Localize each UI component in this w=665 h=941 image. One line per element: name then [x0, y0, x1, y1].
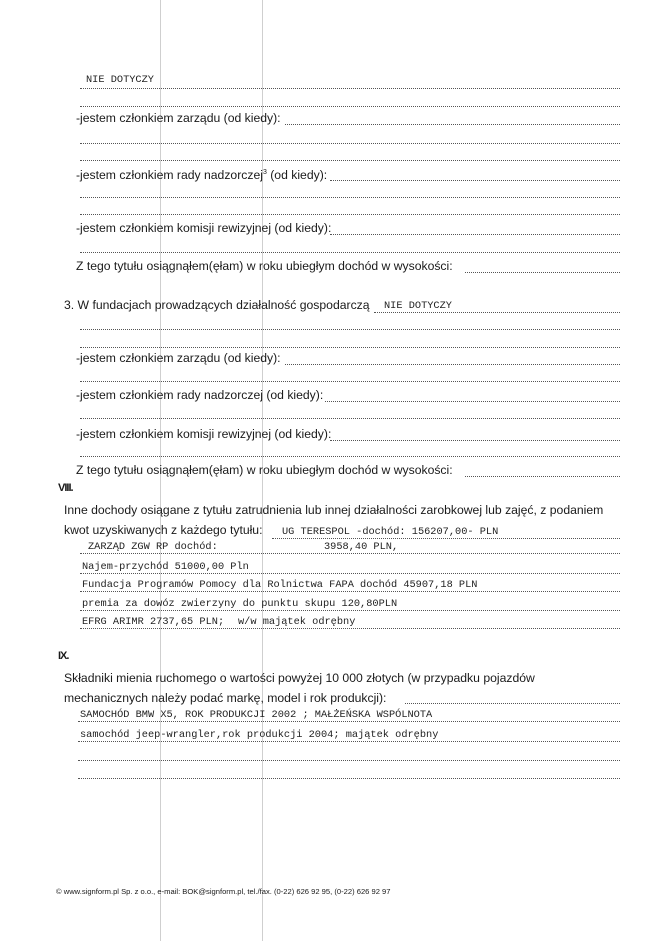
footer-text: © www.signform.pl Sp. z o.o., e-mail: BOK@signform.pl, tel./fax. (0-22) 626 92 95, (0-22) 626 92 97	[56, 887, 391, 896]
dotted-line	[80, 591, 620, 592]
input-line[interactable]	[330, 234, 620, 235]
typed-answer: NIE DOTYCZY	[384, 300, 452, 312]
section-heading: IX.	[58, 650, 69, 662]
section-text: Składniki mienia ruchomego o wartości powyżej 10 000 złotych (w przypadku pojazdów	[64, 671, 535, 685]
typed-answer: 3958,40 PLN,	[324, 541, 399, 553]
dotted-line	[80, 106, 620, 107]
field-label: -jestem członkiem zarządu (od kiedy):	[76, 351, 281, 365]
typed-answer: premia za dowóz zwierzyny do punktu skupu 120,80PLN	[82, 598, 398, 610]
dotted-line	[80, 252, 620, 253]
input-line[interactable]	[285, 364, 620, 365]
dotted-line	[80, 347, 620, 348]
dotted-line	[80, 197, 620, 198]
input-line[interactable]	[465, 272, 620, 273]
dotted-line	[80, 418, 620, 419]
field-label: Z tego tytułu osiągnąłem(ęłam) w roku ubiegłym dochód w wysokości:	[76, 259, 453, 273]
typed-answer: EFRG ARIMR 2737,65 PLN;	[82, 616, 225, 628]
input-line[interactable]	[285, 124, 620, 125]
section-text: Inne dochody osiągane z tytułu zatrudnienia lub innej działalności zarobkowej lub zajęć, z podaniem	[64, 503, 604, 517]
field-label: -jestem członkiem rady nadzorczej (od kiedy):	[76, 388, 324, 402]
section-text: mechanicznych należy podać markę, model i rok produkcji):	[64, 691, 387, 705]
field-label: -jestem członkiem rady nadzorczej$^3$ (od kiedy):	[76, 168, 328, 183]
dotted-line	[80, 573, 620, 574]
dotted-line	[80, 143, 620, 144]
typed-answer: ZARZĄD ZGW RP dochód:	[88, 541, 218, 553]
input-line[interactable]	[405, 703, 620, 704]
typed-answer: Najem-przychód 51000,00 Pln	[82, 561, 249, 573]
dotted-line	[80, 381, 620, 382]
field-label: 3. W fundacjach prowadzących działalność gospodarczą	[64, 298, 370, 312]
typed-answer: UG TERESPOL -dochód: 156207,00- PLN	[282, 526, 499, 538]
typed-answer: Fundacja Programów Pomocy dla Rolnictwa FAPA dochód 45907,18 PLN	[82, 579, 478, 591]
dotted-line	[80, 214, 620, 215]
input-line[interactable]	[330, 180, 620, 181]
dotted-line	[80, 456, 620, 457]
input-line[interactable]	[465, 476, 620, 477]
dotted-line	[78, 778, 620, 779]
field-label: -jestem członkiem komisji rewizyjnej (od kiedy):	[76, 427, 332, 441]
dotted-line	[78, 760, 620, 761]
field-label: -jestem członkiem komisji rewizyjnej (od kiedy):	[76, 221, 332, 235]
input-line[interactable]	[272, 538, 620, 539]
section-text: kwot uzyskiwanych z każdego tytułu:	[64, 523, 263, 537]
input-line[interactable]	[330, 440, 620, 441]
typed-answer: NIE DOTYCZY	[86, 74, 154, 86]
field-label: Z tego tytułu osiągnąłem(ęłam) w roku ubiegłym dochód w wysokości:	[76, 463, 453, 477]
typed-answer: samochód jeep-wrangler,rok produkcji 2004; majątek odrębny	[80, 729, 439, 741]
dotted-line	[80, 610, 620, 611]
typed-answer: w/w majątek odrębny	[238, 616, 356, 628]
dotted-line	[80, 329, 620, 330]
dotted-line	[80, 553, 620, 554]
dotted-line	[78, 741, 620, 742]
field-label: -jestem członkiem zarządu (od kiedy):	[76, 111, 281, 125]
dotted-line	[78, 721, 620, 722]
dotted-line	[80, 628, 620, 629]
dotted-line	[80, 88, 620, 89]
input-line[interactable]	[325, 401, 620, 402]
dotted-line	[80, 160, 620, 161]
section-heading: VIII.	[58, 482, 73, 494]
input-line[interactable]	[374, 312, 620, 313]
typed-answer: SAMOCHÓD BMW X5, ROK PRODUKCJI 2002 ; MAŁŻEŃSKA WSPÓLNOTA	[80, 709, 433, 721]
